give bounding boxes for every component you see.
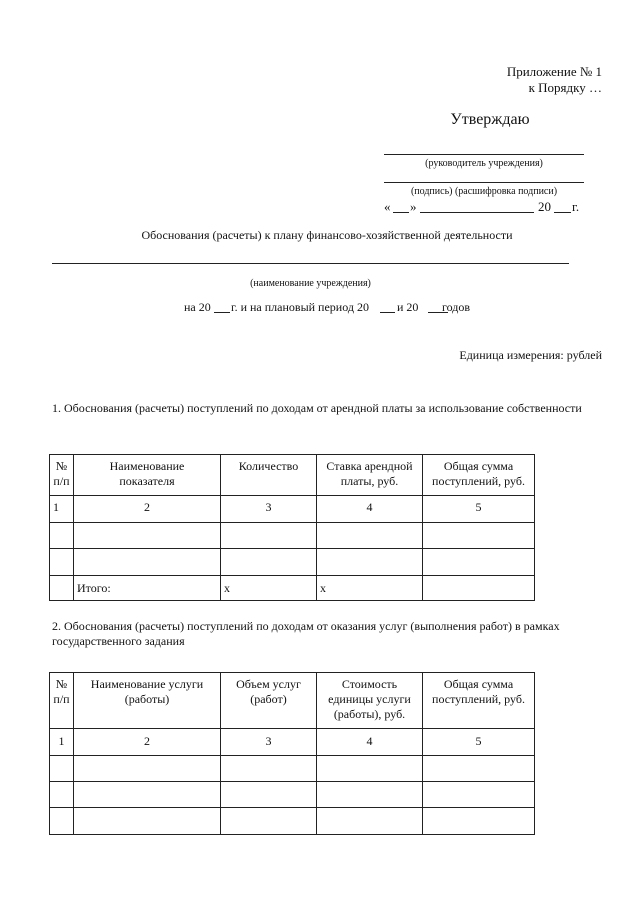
table-row [50, 523, 535, 549]
table-cell [74, 782, 221, 808]
head-caption: (руководитель учреждения) [425, 158, 543, 169]
table-row [50, 756, 535, 782]
table-cell [74, 549, 221, 576]
period-blank-2 [380, 312, 395, 313]
column-header: Наименование услуги (работы) [74, 673, 221, 729]
section-2-heading: 2. Обоснования (расчеты) поступлений по доходам от оказания услуг (выполнения работ) в рамках государственного задания [52, 619, 560, 648]
table-cell [423, 576, 535, 601]
unit-of-measure: Единица измерения: рублей [459, 348, 602, 362]
table-row [50, 782, 535, 808]
table-cell [221, 523, 317, 549]
period-blank-1 [214, 312, 230, 313]
table-cell [221, 549, 317, 576]
table-row [50, 808, 535, 835]
column-header: № п/п [50, 673, 74, 729]
section-1-table [49, 454, 535, 601]
table-cell [317, 782, 423, 808]
column-header: Общая сумма поступлений, руб. [423, 673, 535, 729]
table-cell [74, 808, 221, 835]
table-header-row [50, 455, 535, 496]
table-cell [50, 756, 74, 782]
document-title: Обоснования (расчеты) к плану финансово-хозяйственной деятельности [141, 228, 513, 242]
table-cell [50, 808, 74, 835]
table-number-row [50, 496, 535, 523]
date-close-quote: » [410, 199, 417, 214]
table-cell [50, 576, 74, 601]
table-cell [423, 523, 535, 549]
table-cell [317, 523, 423, 549]
head-signature-line [384, 154, 584, 155]
signature-caption: (подпись) (расшифровка подписи) [410, 186, 558, 197]
column-header: Общая сумма поступлений, руб. [423, 455, 535, 496]
table-total-row [50, 576, 535, 601]
period-part-3: и 20 [397, 300, 419, 314]
period-part-4: годов [442, 300, 471, 314]
table-cell [423, 782, 535, 808]
column-number: 2 [74, 729, 221, 756]
column-number: 3 [221, 496, 317, 523]
table-cell [317, 756, 423, 782]
date-open-quote: « [384, 199, 391, 214]
column-header: Объем услуг (работ) [221, 673, 317, 729]
table-cell [74, 523, 221, 549]
order-reference: к Порядку … [528, 80, 602, 95]
column-number: 5 [423, 496, 535, 523]
table-cell [50, 523, 74, 549]
table-number-row [50, 729, 535, 756]
column-header: Стоимость единицы услуги (работы), руб. [317, 673, 423, 729]
date-year-prefix: 20 [538, 199, 551, 214]
appendix-label: Приложение № 1 [506, 64, 602, 79]
period-part-1: на 20 [184, 300, 211, 314]
table-row [50, 549, 535, 576]
column-number: 1 [50, 729, 74, 756]
table-cell [423, 549, 535, 576]
section-2-table [49, 672, 535, 835]
table-cell [74, 756, 221, 782]
date-year-blank [554, 212, 571, 213]
approve-heading: Утверждаю [450, 111, 530, 128]
column-number: 1 [50, 496, 74, 523]
not-applicable-mark: x [317, 576, 423, 601]
column-number: 3 [221, 729, 317, 756]
total-label: Итого: [74, 576, 221, 601]
approval-date [384, 199, 589, 215]
column-header: Количество [221, 455, 317, 496]
column-header: № п/п [50, 455, 74, 496]
column-number: 4 [317, 496, 423, 523]
table-cell [50, 549, 74, 576]
column-header: Ставка арендной платы, руб. [317, 455, 423, 496]
institution-caption: (наименование учреждения) [250, 278, 371, 289]
table-cell [423, 756, 535, 782]
column-header: Наименование показателя [74, 455, 221, 496]
signature-line [384, 182, 584, 183]
date-day-blank [393, 212, 409, 213]
period-part-2: г. и на плановый период 20 [231, 300, 369, 314]
table-cell [221, 782, 317, 808]
date-year-suffix: г. [572, 199, 580, 214]
column-number: 2 [74, 496, 221, 523]
column-number: 4 [317, 729, 423, 756]
table-cell [317, 808, 423, 835]
date-month-blank [420, 212, 534, 213]
table-cell [423, 808, 535, 835]
column-number: 5 [423, 729, 535, 756]
section-1-heading: 1. Обоснования (расчеты) поступлений по доходам от арендной платы за использование собственности [52, 401, 582, 415]
table-cell [221, 756, 317, 782]
institution-name-line [52, 263, 569, 264]
planning-period [184, 300, 484, 316]
table-header-row [50, 673, 535, 729]
table-cell [221, 808, 317, 835]
table-cell [317, 549, 423, 576]
table-cell [50, 782, 74, 808]
not-applicable-mark: x [221, 576, 317, 601]
